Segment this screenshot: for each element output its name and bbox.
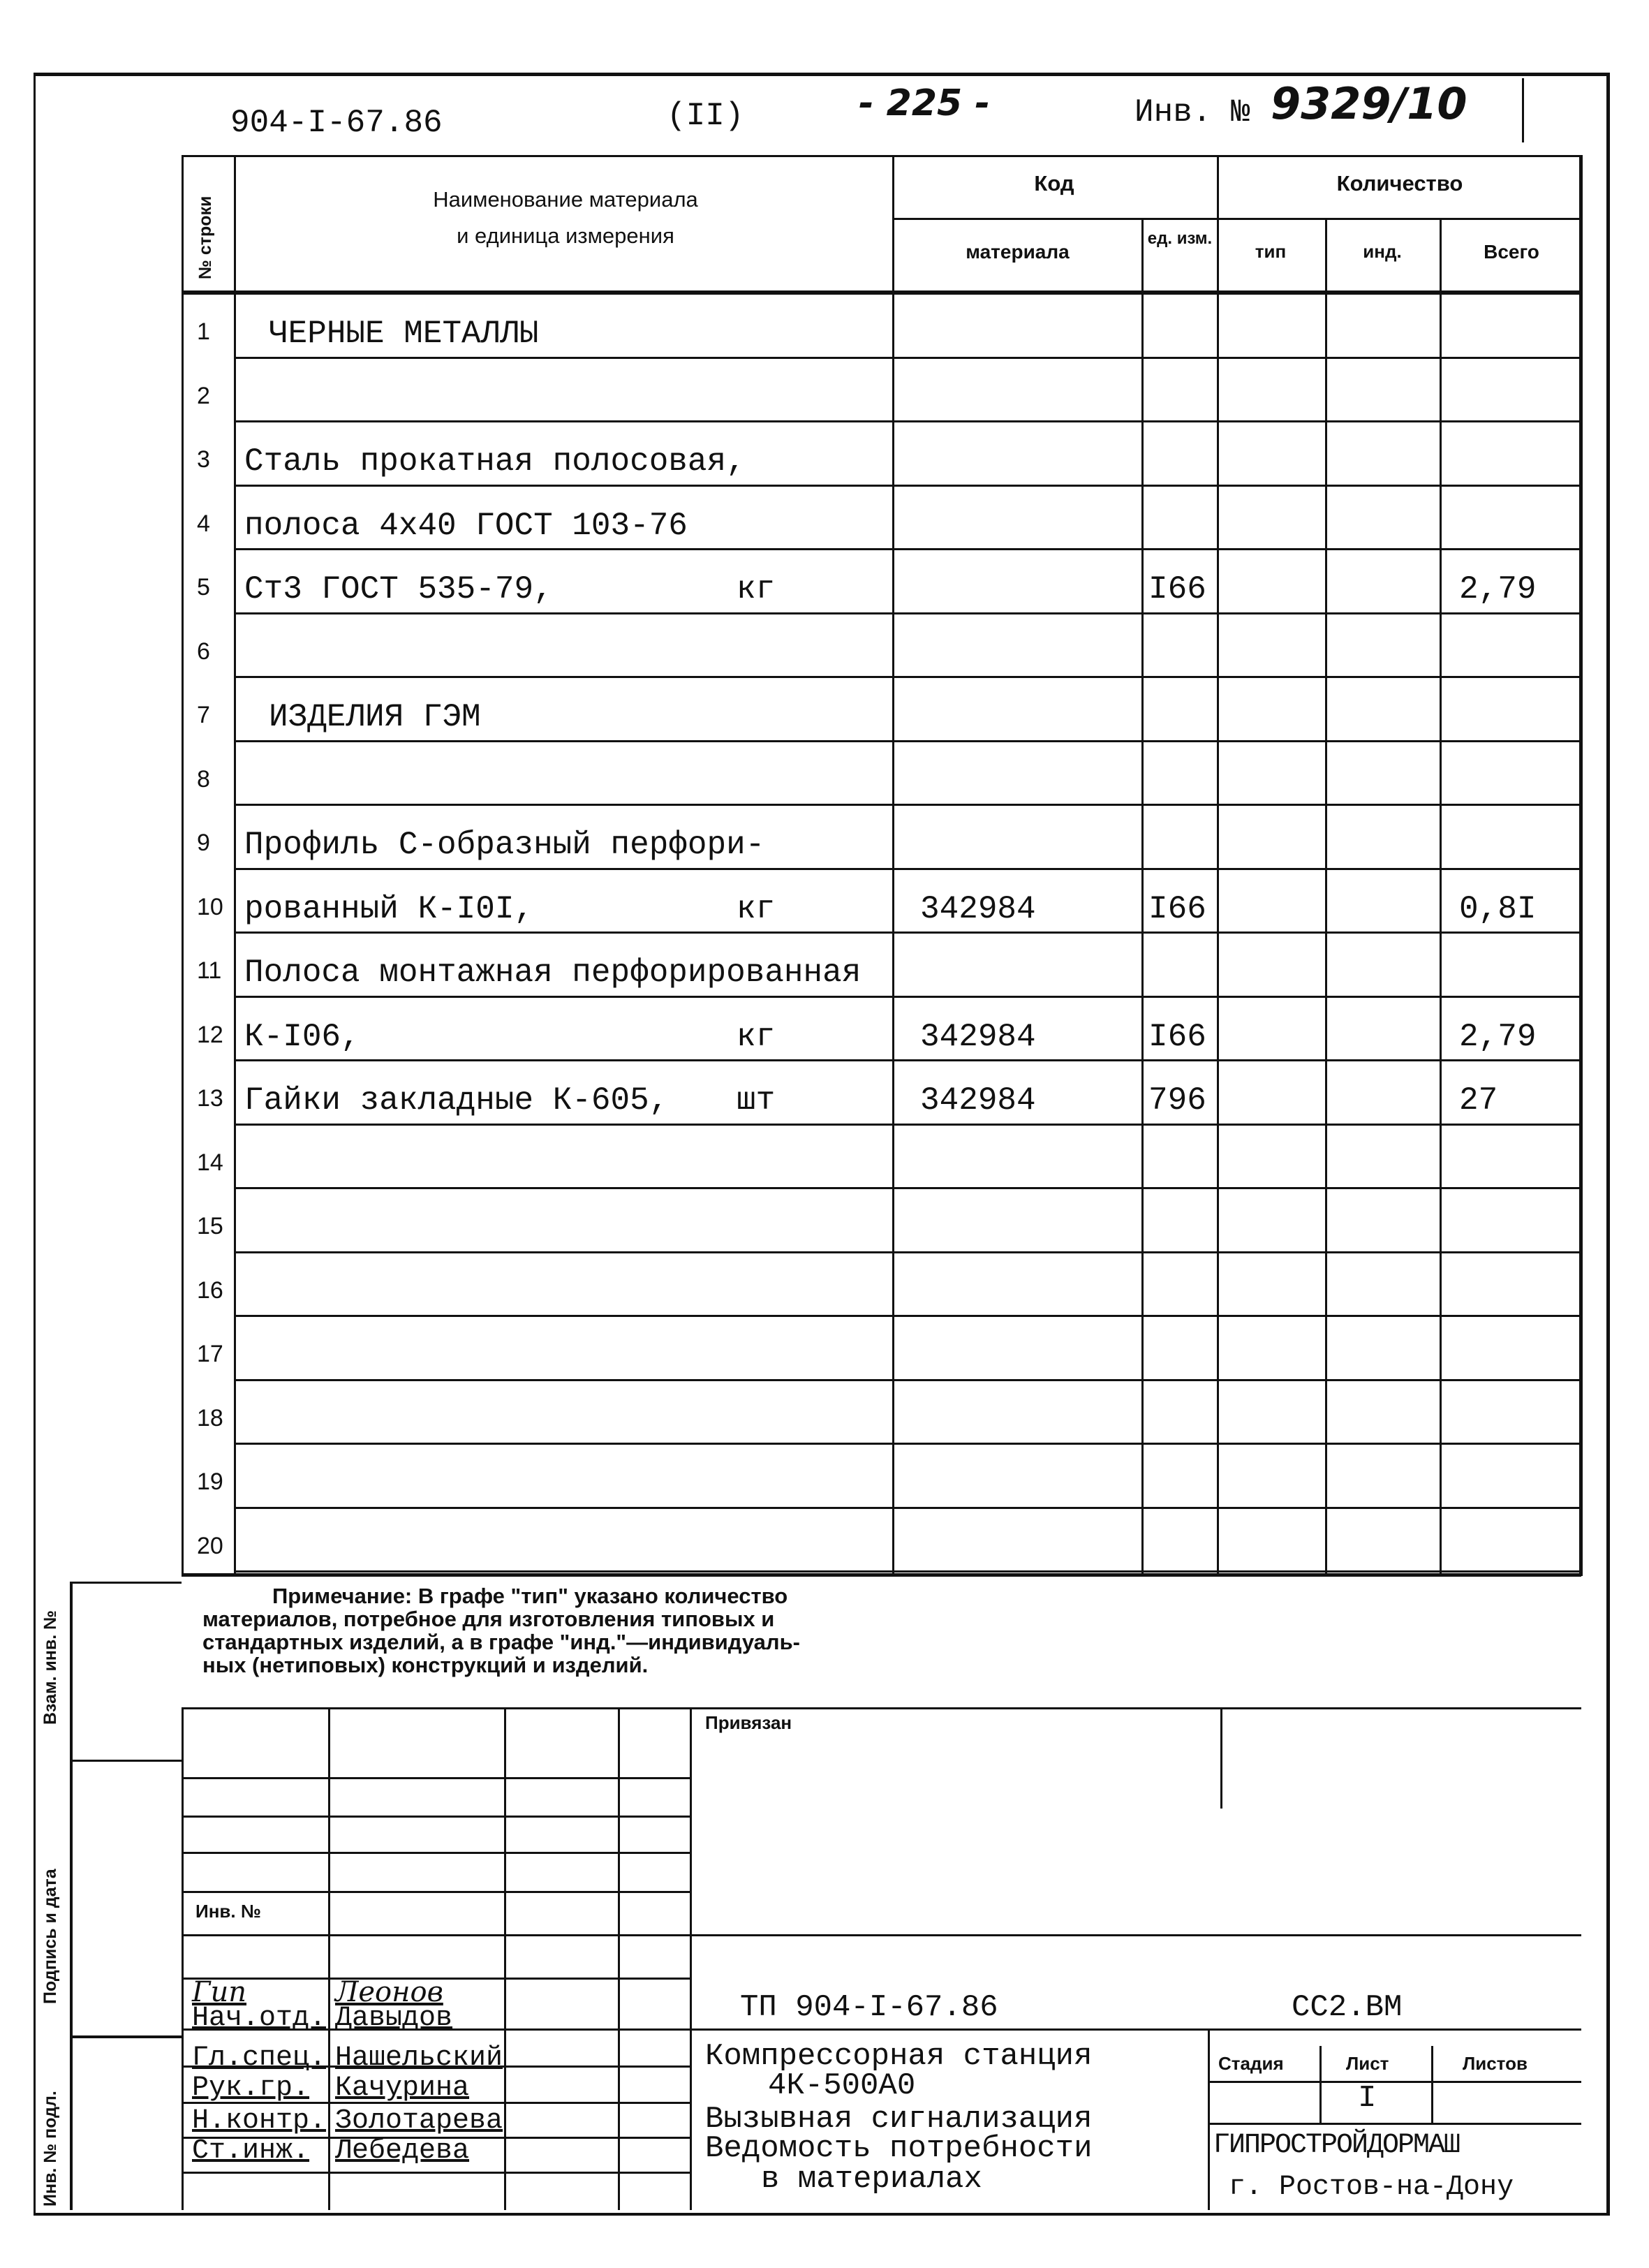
row-name: полоса 4х40 ГОСТ 103-76 (244, 507, 688, 544)
side-vzam: Взам. инв. № (40, 1610, 60, 1725)
header-divider (1522, 78, 1524, 142)
stamp-doc-number: ТП 904-I-67.86 (740, 1990, 998, 2025)
stamp-v-left (182, 1707, 184, 2210)
row-name: Гайки закладные К-605, (244, 1082, 669, 1119)
stamp-person-name: Качурина (335, 2072, 470, 2104)
row-number: 8 (197, 765, 210, 793)
stamp-v-sheet (1431, 2046, 1433, 2123)
side-strip-line (70, 1582, 73, 2210)
col-qty-ind: инд. (1363, 241, 1402, 262)
row-number: 19 (197, 1468, 223, 1495)
stamp-title2: 4К-500А0 (768, 2068, 916, 2103)
row-unit: кг (737, 890, 776, 927)
stamp-inv-no: Инв. № (195, 1901, 261, 1922)
stamp-h-e (182, 1934, 1581, 1936)
row-material-code: 342984 (920, 890, 1036, 927)
row-number: 12 (197, 1021, 223, 1048)
row-divider (234, 804, 1581, 806)
row-material-code: 342984 (920, 1018, 1036, 1055)
note-line3: стандартных изделий, а в графе "инд."—индивидуаль- (202, 1630, 800, 1654)
row-qty-total: 0,8I (1459, 890, 1537, 927)
side-inv-podl: Инв. № подл. (40, 2091, 60, 2207)
side-strip-div2 (70, 2035, 182, 2038)
row-number: 14 (197, 1149, 223, 1176)
row-number: 16 (197, 1276, 223, 1304)
row-number: 15 (197, 1213, 223, 1239)
stamp-stage-label: Стадия (1218, 2053, 1284, 2074)
row-name: К-I06, (244, 1018, 360, 1055)
stamp-top-line (182, 1707, 1581, 1709)
row-divider (234, 1570, 1581, 1573)
side-strip-div1 (70, 1760, 182, 1762)
row-divider (234, 676, 1581, 678)
row-number: 4 (197, 510, 210, 537)
row-number: 17 (197, 1341, 223, 1367)
stamp-h-c (182, 1852, 690, 1854)
side-podpis: Подпись и дата (40, 1869, 60, 2004)
col-code-material: материала (966, 241, 1070, 263)
row-unit-code: I66 (1148, 571, 1206, 608)
stamp-v-4 (690, 1707, 692, 2210)
row-number: 6 (197, 638, 210, 665)
table-top-line (182, 155, 1581, 157)
stamp-v-5 (1220, 1707, 1222, 1809)
stamp-v-info (1208, 2028, 1210, 2210)
stamp-role: Гл.спец. (192, 2042, 327, 2074)
row-divider (234, 548, 1581, 550)
col-name-line2: и единица измерения (457, 223, 674, 248)
row-divider (234, 1187, 1581, 1189)
row-divider (234, 868, 1581, 870)
stamp-v-1 (328, 1707, 330, 2210)
row-unit: кг (737, 1018, 776, 1055)
stamp-role: Н.контр. (192, 2105, 327, 2137)
row-material-code: 342984 (920, 1082, 1036, 1119)
row-name: ЧЕРНЫЕ МЕТАЛЛЫ (269, 316, 539, 352)
inv-label: Инв. № (1134, 94, 1250, 131)
note-line1: Примечание: В графе "тип" указано количество (272, 1584, 788, 1608)
row-name: рованный К-I0I, (244, 890, 534, 927)
stamp-sheet-value: I (1358, 2081, 1377, 2116)
row-divider (234, 1251, 1581, 1253)
stamp-person-name: Лебедева (335, 2135, 470, 2167)
col-qty-total: Всего (1484, 241, 1539, 263)
row-divider (234, 1124, 1581, 1126)
side-strip-top (70, 1582, 182, 1584)
col-code: Код (1034, 171, 1074, 196)
stamp-v-stage (1319, 2046, 1322, 2123)
row-number: 7 (197, 702, 210, 728)
row-qty-total: 2,79 (1459, 1018, 1537, 1055)
stamp-title5: в материалах (761, 2162, 982, 2197)
stamp-title4: Ведомость потребности (705, 2131, 1093, 2166)
stamp-role: Ст.инж. (192, 2135, 310, 2167)
row-name: Сталь прокатная полосовая, (244, 443, 746, 480)
inv-number: 9329/10 (1271, 78, 1467, 129)
row-divider (234, 932, 1581, 934)
row-unit: шт (737, 1082, 776, 1119)
table-bottom-line (182, 1573, 1581, 1577)
stamp-role: Рук.гр. (192, 2072, 310, 2104)
stamp-h-a (182, 1777, 690, 1779)
row-number: 11 (197, 957, 222, 984)
stamp-sheet-code: СС2.ВМ (1292, 1990, 1403, 2025)
stamp-sheet-label: Лист (1346, 2053, 1389, 2074)
stamp-city: г. Ростов-на-Дону (1229, 2172, 1514, 2203)
stamp-role: Нач.отд. (192, 2003, 327, 2034)
stamp-v-3 (618, 1707, 620, 2210)
grid-v-name (892, 155, 894, 1576)
row-name: Ст3 ГОСТ 535-79, (244, 571, 553, 608)
page-frame (34, 73, 1610, 2216)
stamp-h-m (1208, 2123, 1581, 2125)
stamp-person-name: Давыдов (335, 2003, 453, 2034)
row-number: 18 (197, 1404, 223, 1431)
grid-v-code (1217, 155, 1219, 1576)
row-divider (234, 1315, 1581, 1317)
stamp-role: Гип (192, 1976, 247, 2008)
col-qty-type: тип (1255, 241, 1287, 262)
row-unit-code: I66 (1148, 890, 1206, 927)
code-subheader-line (894, 218, 1581, 220)
grid-v-right (1579, 155, 1583, 1576)
stamp-h-d (182, 1891, 690, 1893)
row-unit-code: 796 (1148, 1082, 1206, 1119)
row-divider (234, 485, 1581, 487)
row-divider (234, 1059, 1581, 1061)
row-qty-total: 2,79 (1459, 571, 1537, 608)
stamp-h-k (182, 2172, 690, 2174)
stamp-title3: Вызывная сигнализация (705, 2102, 1093, 2137)
stamp-person-name: Леонов (335, 1976, 443, 2008)
stamp-h-l (1208, 2081, 1581, 2083)
row-divider (234, 996, 1581, 998)
row-unit-code: I66 (1148, 1018, 1206, 1055)
stamp-person-name: Нашельский (335, 2042, 503, 2074)
row-number: 9 (197, 830, 210, 856)
note-line4: ных (нетиповых) конструкций и изделий. (202, 1653, 649, 1677)
grid-v-rowno (234, 155, 236, 1576)
stamp-h-b (182, 1816, 690, 1818)
row-divider (234, 740, 1581, 742)
stamp-sheets-label: Листов (1463, 2053, 1528, 2074)
row-name: Профиль С-образный перфори- (244, 827, 765, 863)
col-quantity: Количество (1336, 171, 1463, 196)
stamp-person-name: Золотарева (335, 2105, 503, 2137)
row-name: ИЗДЕЛИЯ ГЭМ (269, 699, 481, 735)
row-number: 20 (197, 1532, 223, 1559)
row-divider (234, 1507, 1581, 1509)
row-divider (234, 420, 1581, 422)
stamp-title1: Компрессорная станция (705, 2039, 1093, 2074)
page-number: - 225 - (859, 82, 990, 124)
stamp-v-2 (504, 1707, 506, 2210)
row-name: Полоса монтажная перфорированная (244, 955, 862, 991)
privyazan-label: Привязан (705, 1712, 792, 1733)
stamp-org: ГИПРОСТРОЙДОРМАШ (1213, 2130, 1460, 2161)
doc-code: 904-I-67.86 (230, 105, 443, 141)
row-divider (234, 1443, 1581, 1445)
row-divider (234, 357, 1581, 359)
row-unit: кг (737, 571, 776, 608)
row-number: 5 (197, 574, 210, 601)
row-divider (234, 612, 1581, 614)
note-line2: материалов, потребное для изготовления типовых и (202, 1607, 775, 1631)
row-number: 10 (197, 893, 223, 920)
part-number: (II) (667, 98, 744, 134)
col-row-no: № строки (195, 196, 215, 279)
row-number: 2 (197, 382, 210, 409)
row-number: 1 (197, 318, 210, 345)
col-code-unit: ед. изм. (1147, 229, 1213, 248)
col-name-line1: Наименование материала (433, 187, 698, 212)
row-divider (234, 1379, 1581, 1381)
row-number: 13 (197, 1085, 223, 1112)
grid-v-left (182, 155, 184, 1576)
row-number: 3 (197, 446, 210, 473)
header-bottom-line (182, 290, 1581, 295)
row-qty-total: 27 (1459, 1082, 1498, 1119)
